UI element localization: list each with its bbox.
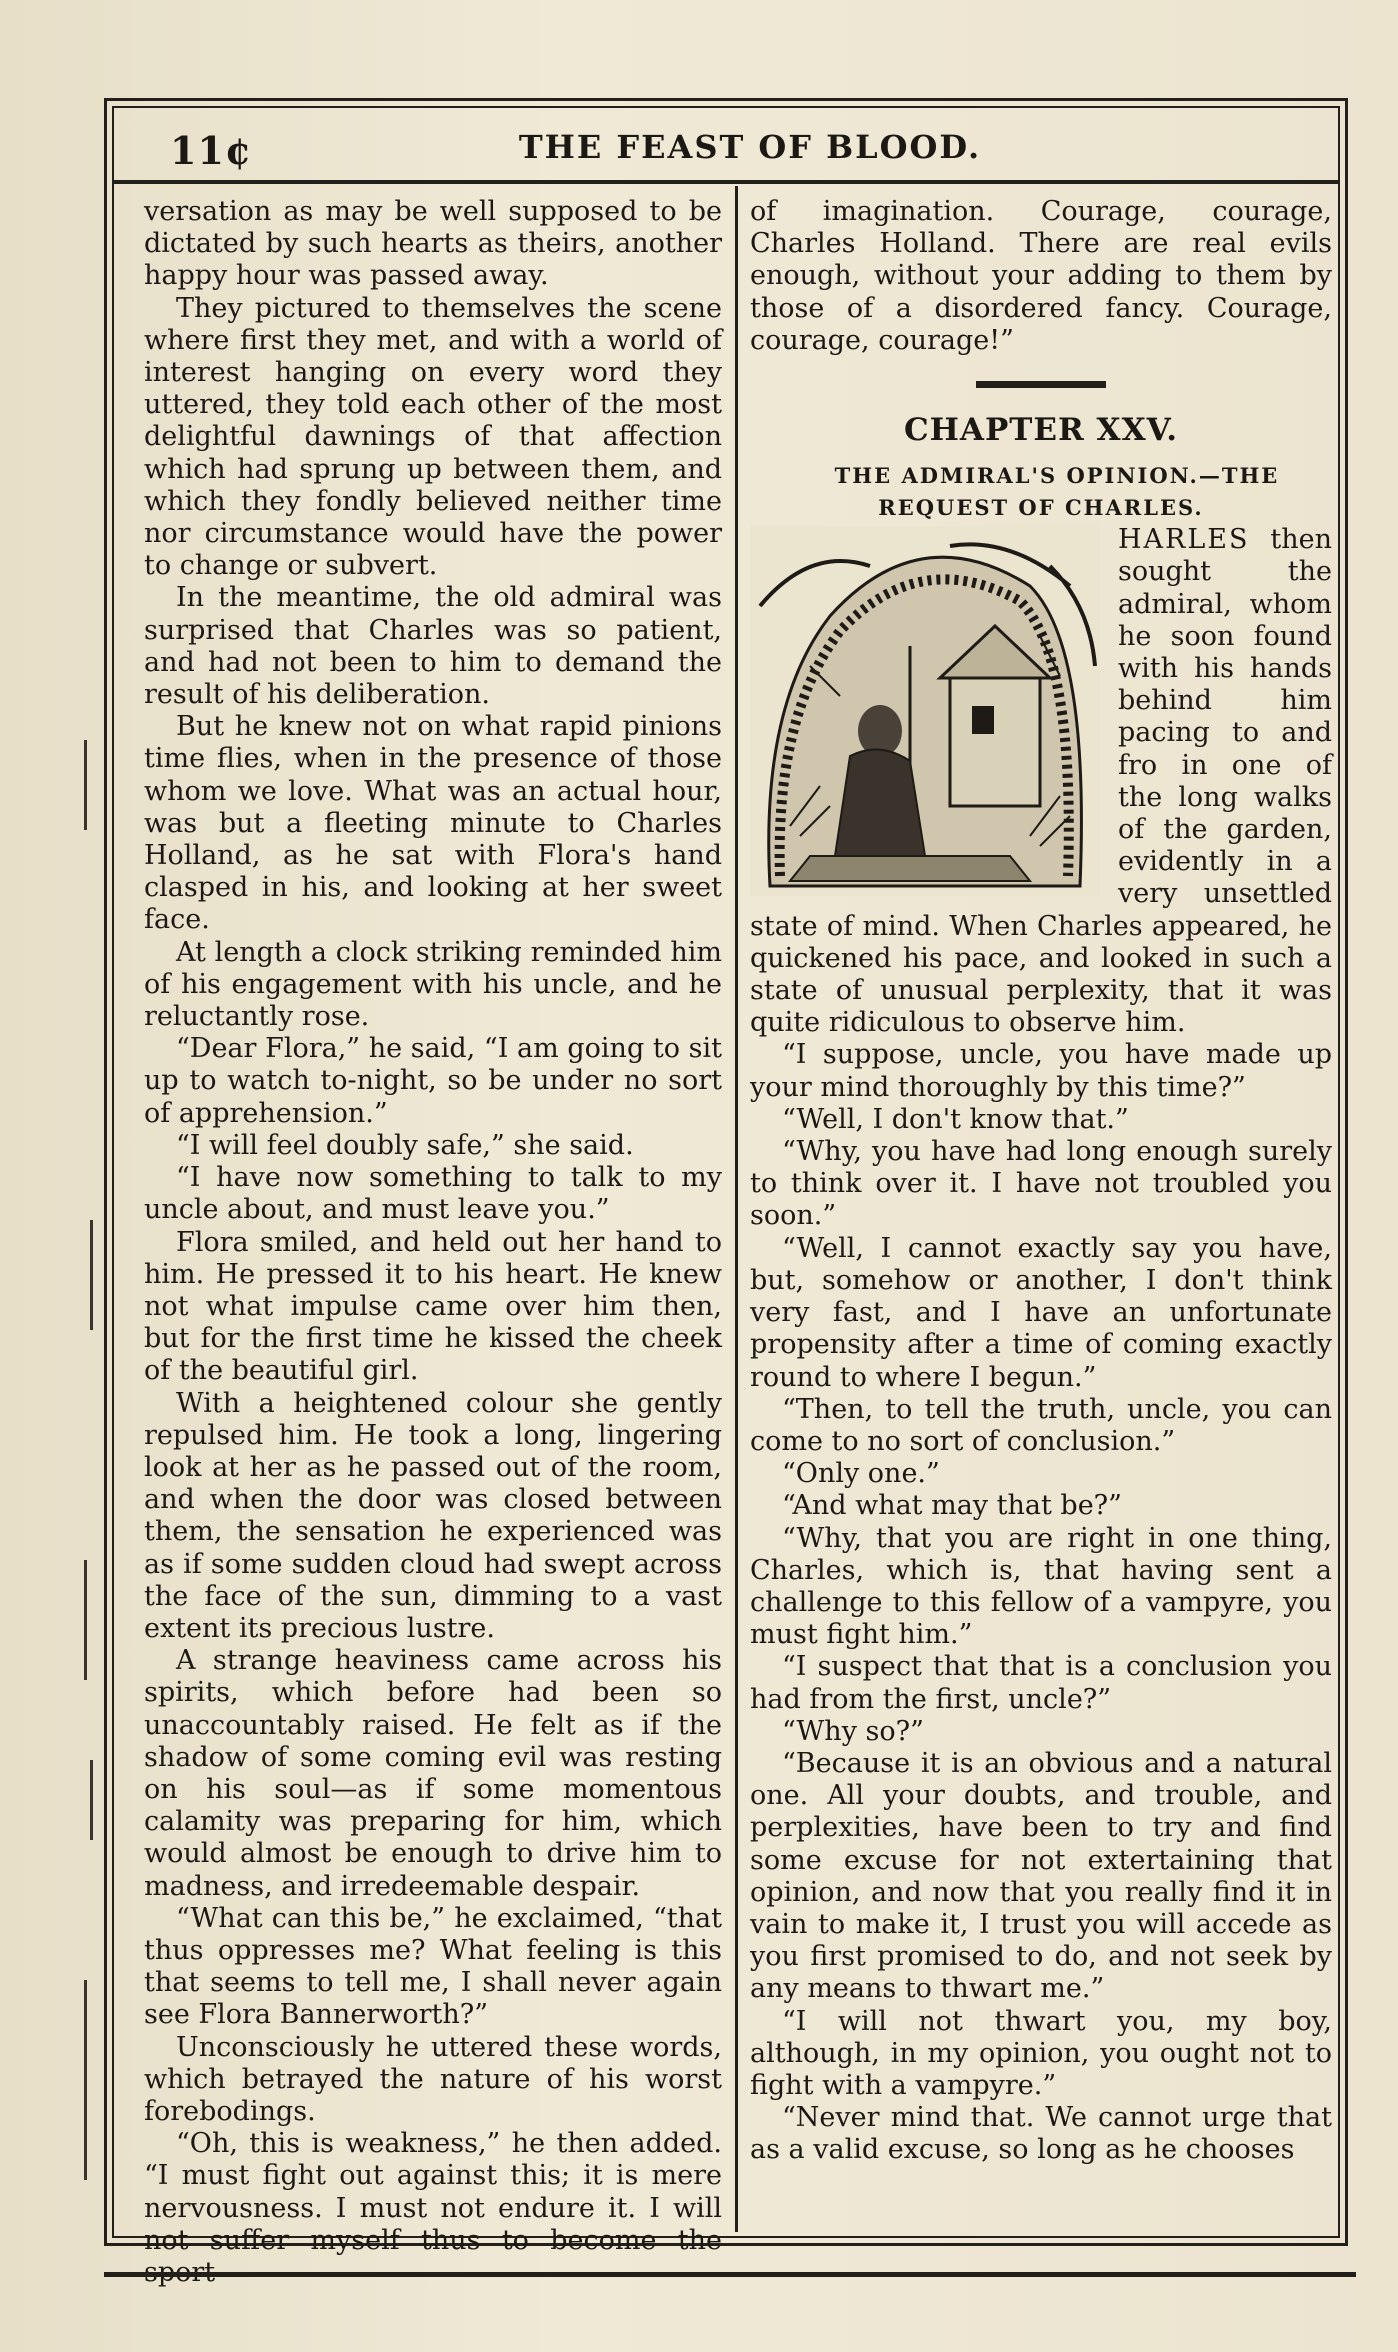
right-column <box>750 196 1332 2167</box>
running-title: THE FEAST OF BLOOD. <box>518 128 982 166</box>
dropcap-word: HARLES <box>1118 524 1250 556</box>
paragraph: “Why, you have had long enough surely to think over it. I have not troubled you soon.” <box>750 1136 1332 1232</box>
paragraph: “Why so?” <box>782 1715 924 1747</box>
paragraph: “I suppose, uncle, you have made up your mind thoroughly by this time?” <box>750 1039 1332 1103</box>
dropcap-paragraph-text: then sought the admiral, whom he soon found with his hands behind him pacing to and fro in one of the long walks of the garden, evidently in a very unsettled state of mind. When Charles appeared, he quickened his pace, and looked in such a state of unusual perplexity, that it was quite ridiculous to observe him. <box>750 524 1332 1039</box>
woodcut-illustration-icon <box>750 526 1100 896</box>
margin-marks <box>84 200 104 2100</box>
paragraph: But he knew not on what rapid pinions time flies, when in the presence of those whom we love. What was an actual hour, was but a fleeting minute to Charles Holland, as he sat with Flora's hand clasped in his, and looking at her sweet face. <box>144 711 722 936</box>
header-rule <box>112 180 1340 184</box>
section-rule <box>976 381 1106 388</box>
paragraph: They pictured to themselves the scene where first they met, and with a world of interest hanging on every word they uttered, they told each other of the most delightful dawnings of that affection which had sprung up between them, and which they fondly believed neither time nor circumstance would have the power to change or subvert. <box>144 292 722 582</box>
paragraph: “And what may that be?” <box>782 1490 1122 1522</box>
chapter-subtitle: THE ADMIRAL'S OPINION.—THE REQUEST OF CHARLES. <box>834 463 1280 521</box>
paragraph: “I have now something to talk to my uncle about, and must leave you.” <box>144 1162 722 1226</box>
paragraph: “I will feel doubly safe,” she said. <box>176 1129 634 1161</box>
column-divider <box>735 186 738 2232</box>
paragraph: With a heightened colour she gently repulsed him. He took a long, lingering look at her as he passed out of the room, and when the door was closed between them, the sensation he experienced was as if some sudden cloud had swept across the face of the sun, dimming to a vast extent its precious lustre. <box>144 1387 722 1644</box>
paragraph: “Well, I don't know that.” <box>782 1103 1129 1135</box>
page-number: 11¢ <box>170 128 253 173</box>
paragraph: of imagination. Courage, courage, Charles Holland. There are real evils enough, without your adding to them by those of a disordered fancy. Courage, courage, courage!” <box>750 196 1332 356</box>
paragraph: “Only one.” <box>782 1458 940 1490</box>
bottom-rule <box>104 2272 1356 2277</box>
paragraph: “Oh, this is weakness,” he then added. “I must fight out against this; it is mere nervousness. I must not endure it. I will not suffer myself thus to become the <box>144 2128 722 2256</box>
paragraph: “Why, that you are right in one thing, Charles, which is, that having sent a challenge to this fellow of a vampyre, you must fight him.” <box>750 1522 1332 1651</box>
paragraph: “Never mind that. We cannot urge that as a valid excuse, so long as he chooses <box>750 2102 1332 2166</box>
left-column <box>144 196 722 2289</box>
paragraph: “Dear Flora,” he said, “I am going to sit up to watch to-night, so be under no sort of apprehension.” <box>144 1033 722 1129</box>
paragraph: “Well, I cannot exactly say you have, but, somehow or another, I don't think very fast, and I have an unfortunate propensity after a time of coming exactly round to where I begun.” <box>750 1232 1332 1393</box>
paragraph: At length a clock striking reminded him of his engagement with his uncle, and he reluctantly rose. <box>144 936 722 1033</box>
paragraph: “Because it is an obvious and a natural one. All your doubts, and trouble, and perplexities, have been to try and find some excuse for not extertaining that opinion, and now that you really find it in vain to make it, I trust you will accede as you first promised to do, and not seek by any means to thwart me.” <box>750 1747 1332 2005</box>
paragraph: Unconsciously he uttered these words, which betrayed the nature of his worst forebodings. <box>144 2031 722 2127</box>
paragraph: Flora smiled, and held out her hand to him. He pressed it to his heart. He knew not what impulse came over him then, but for the first time he kissed the cheek of the beautiful girl. <box>144 1226 722 1387</box>
paragraph: A strange heaviness came across his spirits, which before had been so unaccountably raised. He felt as if the shadow of some coming evil was resting on his soul—as if some momentous calamity was preparing for him, which would almost be enough to drive him to madness, and irredeemable despair. <box>144 1645 722 1902</box>
paragraph: “I will not thwart you, my boy, although, in my opinion, you ought not to fight with a vampyre.” <box>750 2005 1332 2101</box>
paragraph: versation as may be well supposed to be dictated by such hearts as theirs, another happy hour was passed away. <box>144 196 722 292</box>
paragraph: “I suspect that that is a conclusion you had from the first, uncle?” <box>750 1651 1332 1715</box>
chapter-title: CHAPTER XXV. <box>903 412 1179 449</box>
paragraph: In the meantime, the old admiral was surprised that Charles was so patient, and had not been to him to demand the result of his deliberation. <box>144 582 722 711</box>
paragraph: “What can this be,” he exclaimed, “that thus oppresses me? What feeling is this that seems to tell me, I shall never again see Flora Bannerworth?” <box>144 1902 722 2031</box>
paragraph: “Then, to tell the truth, uncle, you can come to no sort of conclusion.” <box>750 1393 1332 1457</box>
